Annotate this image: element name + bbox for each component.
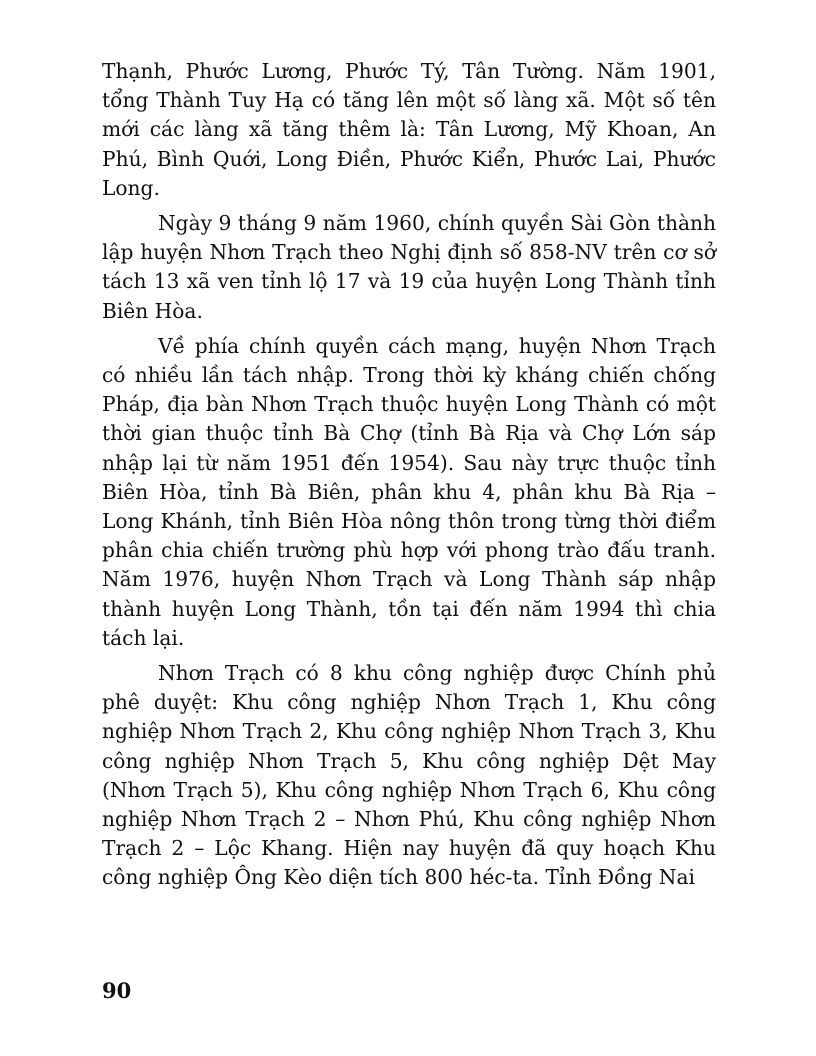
page-number: 90 (102, 978, 132, 1003)
body-text (102, 57, 716, 899)
paragraph-continuation: Thạnh, Phước Lương, Phước Tý, Tân Tường. Năm 1901, tổng Thành Tuy Hạ có tăng lên một số làng xã. Một số tên mới các làng xã tăng thêm là: Tân Lương, Mỹ Khoan, An Phú, Bình Quới, Long Điền, Phước Kiển, Phước Lai, Phước Long. (102, 59, 716, 200)
paragraph-industrial-zones: Nhơn Trạch có 8 khu công nghiệp được Chính phủ phê duyệt: Khu công nghiệp Nhơn Trạch 1, Khu công nghiệp Nhơn Trạch 2, Khu công nghiệp Nhơn Trạch 3, Khu công nghiệp Nhơn Trạch 5, Khu công nghiệp Dệt May (Nhơn Trạch 5), Khu công nghiệp Nhơn Trạch 6, Khu công nghiệp Nhơn Trạch 2 – Nhơn Phú, Khu công nghiệp Nhơn Trạch 2 – Lộc Khang. Hiện nay huyện đã quy hoạch Khu công nghiệp Ông Kèo diện tích 800 héc-ta. Tỉnh Đồng Nai (102, 661, 716, 890)
paragraph-nhon-trach-founding: Ngày 9 tháng 9 năm 1960, chính quyền Sài Gòn thành lập huyện Nhơn Trạch theo Nghị định số 858-NV trên cơ sở tách 13 xã ven tỉnh lộ 17 và 19 của huyện Long Thành tỉnh Biên Hòa. (102, 211, 716, 323)
paragraph-revolutionary-government: Về phía chính quyền cách mạng, huyện Nhơn Trạch có nhiều lần tách nhập. Trong thời kỳ kháng chiến chống Pháp, địa bàn Nhơn Trạch thuộc huyện Long Thành có một thời gian thuộc tỉnh Bà Chợ (tỉnh Bà Rịa và Chợ Lớn sáp nhập lại từ năm 1951 đến 1954). Sau này trực thuộc tỉnh Biên Hòa, tỉnh Bà Biên, phân khu 4, phân khu Bà Rịa – Long Khánh, tỉnh Biên Hòa nông thôn trong từng thời điểm phân chia chiến trường phù hợp với phong trào đấu tranh. Năm 1976, huyện Nhơn Trạch và Long Thành sáp nhập thành huyện Long Thành, tồn tại đến năm 1994 thì chia tách lại. (102, 333, 716, 650)
